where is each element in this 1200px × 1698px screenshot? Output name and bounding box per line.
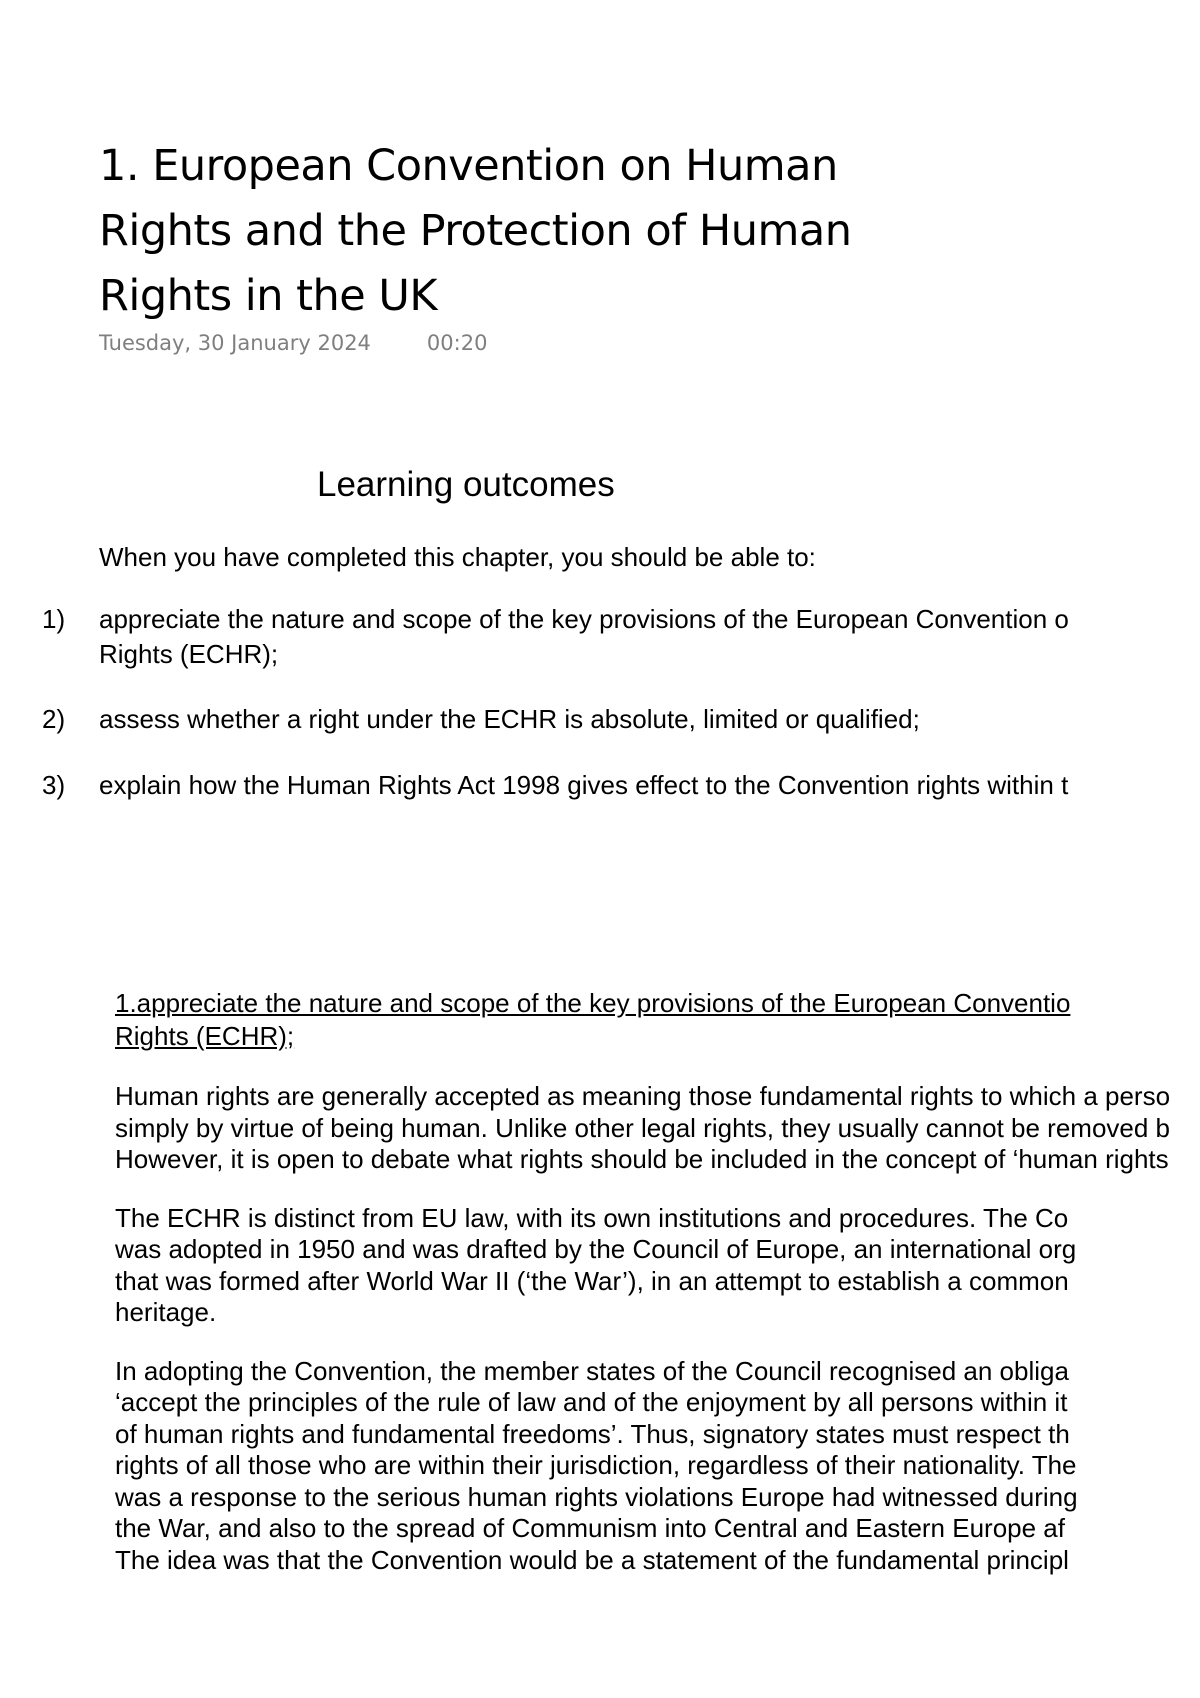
paragraph-line: However, it is open to debate what rights should be included in the concept of ‘human rights [115, 1144, 1169, 1174]
paragraph-line: of human rights and fundamental freedoms’. Thus, signatory states must respect th [115, 1418, 1070, 1449]
title-line: Rights and the Protection of Human [99, 206, 852, 256]
outcome-line: assess whether a right under the ECHR is absolute, limited or qualified; [99, 704, 920, 734]
page-time: 00:20 [426, 331, 488, 355]
paragraph-line: simply by virtue of being human. Unlike other legal rights, they usually cannot be removed b [115, 1112, 1171, 1143]
outcome-text [99, 702, 1200, 737]
paragraph-line: the War, and also to the spread of Communism into Central and Eastern Europe af [115, 1513, 1065, 1543]
outcome-number: 2) [42, 704, 66, 734]
paragraph [115, 1203, 1200, 1329]
paragraph [115, 1081, 1200, 1176]
section-outcome-1 [115, 987, 1200, 1576]
outcome-line: explain how the Human Rights Act 1998 gives effect to the Convention rights within t [99, 770, 1069, 800]
title-line: 1. European Convention on Human [99, 141, 838, 191]
title-line: Rights in the UK [99, 271, 438, 321]
paragraph-line: rights of all those who are within their jurisdiction, regardless of their nationality. The [115, 1450, 1077, 1480]
page-timestamp [99, 331, 919, 355]
outcome-number: 1) [42, 604, 66, 634]
page-title [99, 134, 919, 329]
paragraph-line: In adopting the Convention, the member states of the Council recognised an obliga [115, 1355, 1069, 1386]
paragraph-line: heritage. [115, 1297, 217, 1327]
learning-outcomes-intro: When you have completed this chapter, you should be able to: [99, 542, 816, 572]
title-block [99, 134, 919, 355]
paragraph-line: ‘accept the principles of the rule of law and of the enjoyment by all persons within it [115, 1387, 1068, 1417]
page-date: Tuesday, 30 January 2024 [99, 331, 371, 355]
outcome-number: 3) [42, 770, 66, 800]
outcome-line: Rights (ECHR); [99, 639, 279, 669]
section-heading [115, 987, 1200, 1053]
paragraph-line: was a response to the serious human rights violations Europe had witnessed during [115, 1481, 1078, 1512]
outcome-text [99, 768, 1200, 803]
page-bottom-margin [0, 1588, 1200, 1698]
section-heading-line: 1.appreciate the nature and scope of the key provisions of the European Conventio [115, 988, 1071, 1018]
learning-outcomes-heading: Learning outcomes [317, 465, 615, 504]
paragraph-line: The idea was that the Convention would be a statement of the fundamental principl [115, 1544, 1069, 1575]
paragraph-line: was adopted in 1950 and was drafted by the Council of Europe, an international org [115, 1234, 1077, 1264]
outcome-line: appreciate the nature and scope of the key provisions of the European Convention o [99, 604, 1069, 634]
outcome-text [99, 602, 1200, 672]
section-heading-line: Rights (ECHR); [115, 1021, 295, 1051]
paragraph-line: The ECHR is distinct from EU law, with its own institutions and procedures. The Co [115, 1202, 1069, 1233]
paragraph-line: that was formed after World War II (‘the War’), in an attempt to establish a common [115, 1265, 1069, 1296]
paragraph-line: Human rights are generally accepted as meaning those fundamental rights to which a perso [115, 1081, 1171, 1111]
paragraph [115, 1356, 1200, 1577]
